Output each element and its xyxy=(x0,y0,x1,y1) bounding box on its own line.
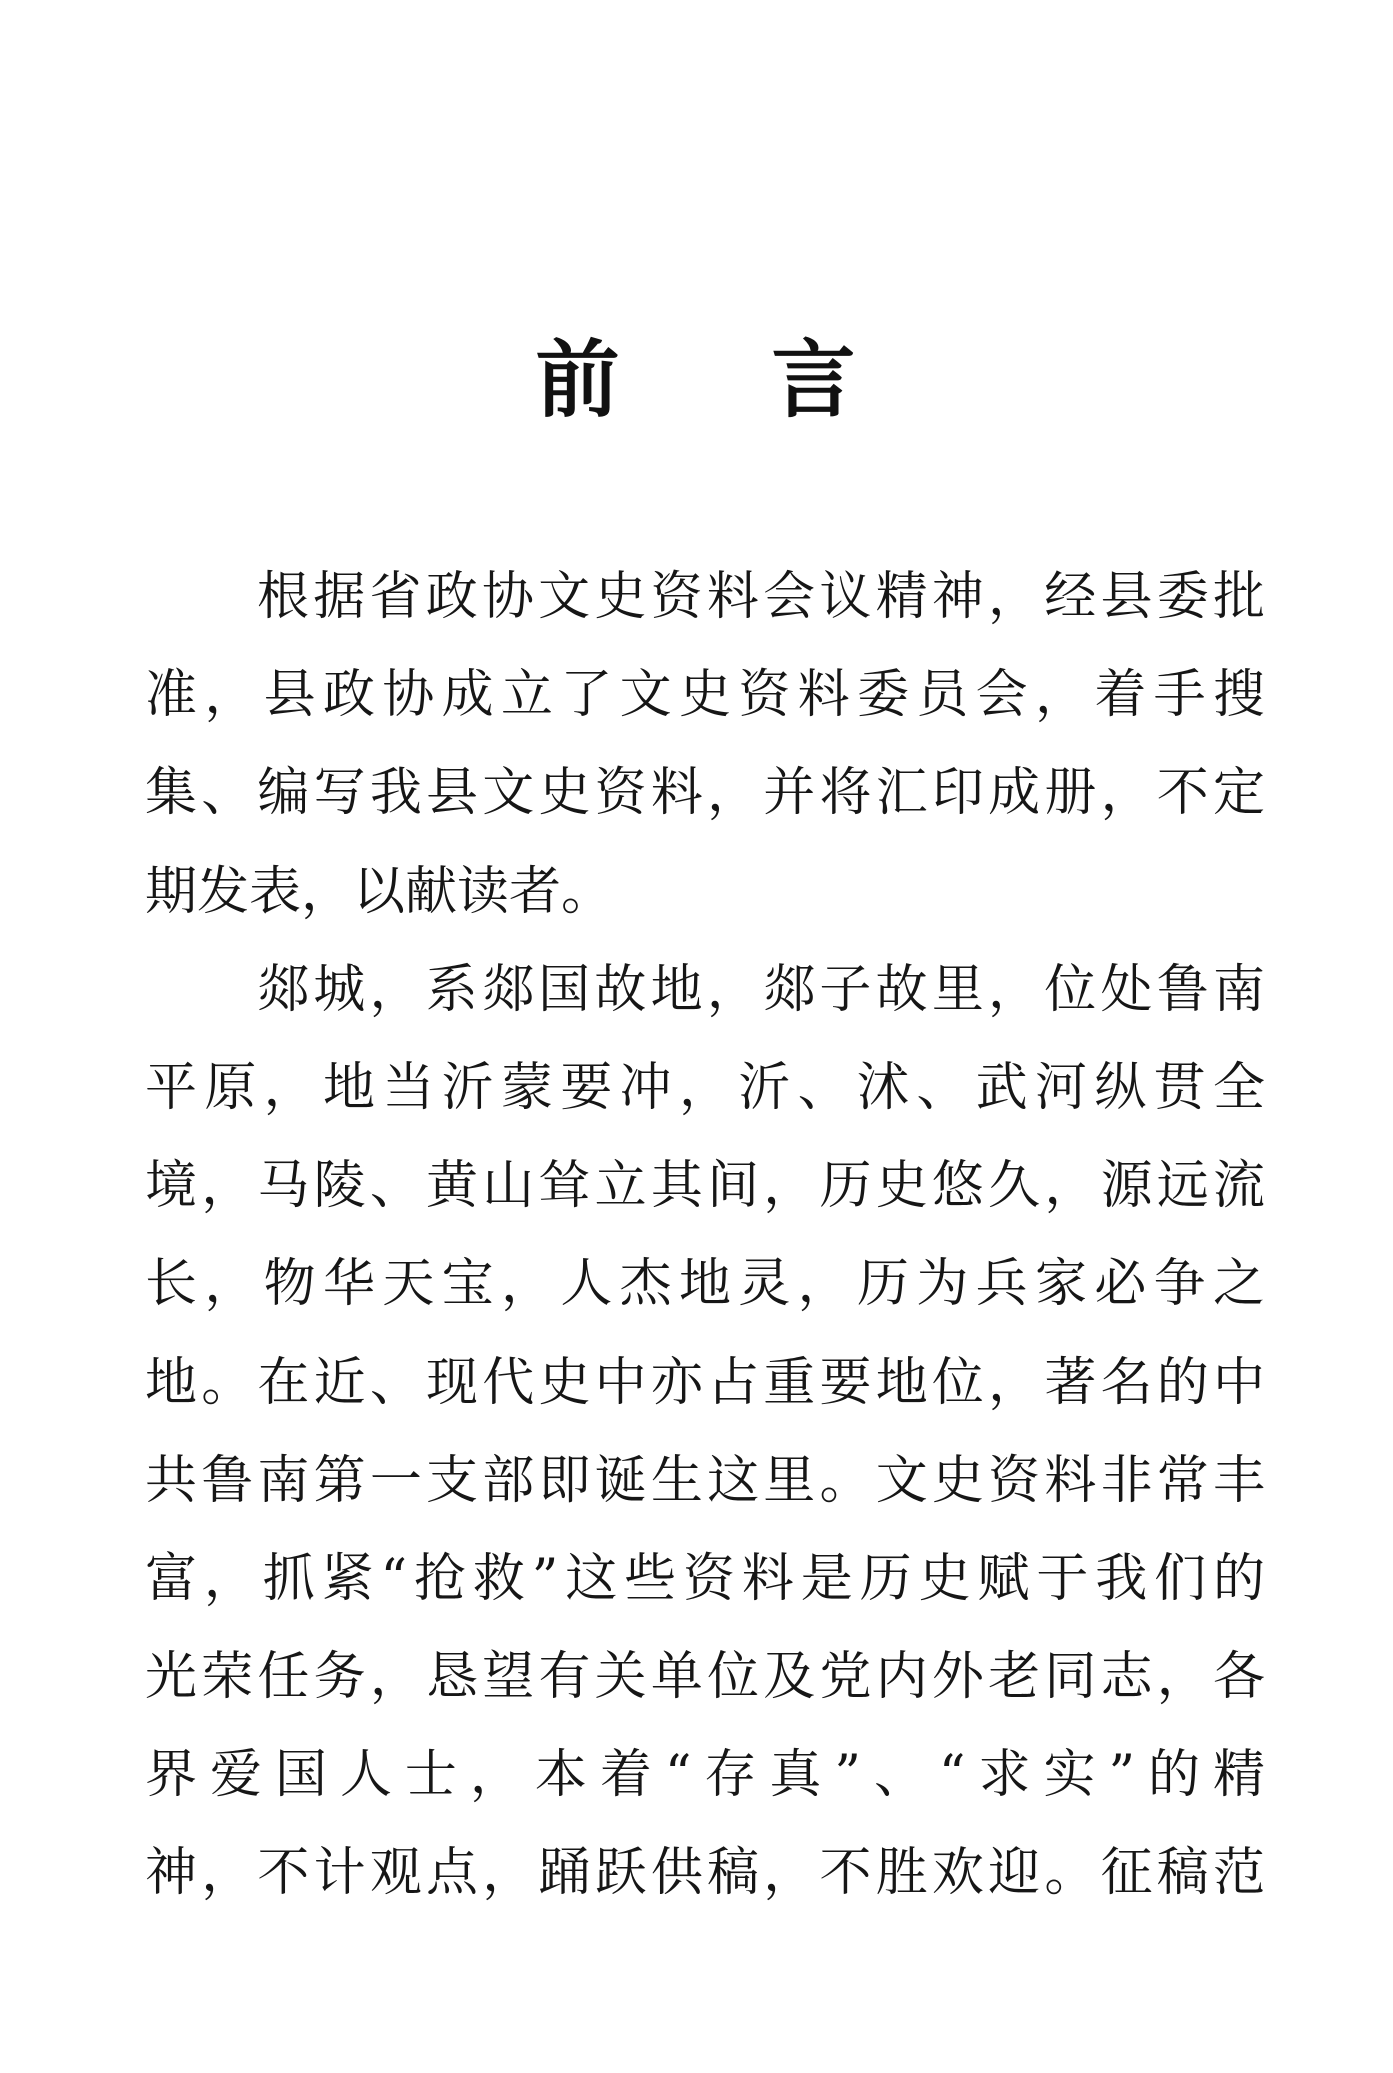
text-line: 郯城，系郯国故地，郯子故里，位处鲁南 xyxy=(257,959,1265,1020)
text-line: 共鲁南第一支部即诞生这里。文史资料非常丰 xyxy=(145,1450,1265,1511)
text-line: 富，抓紧“抢救”这些资料是历史赋于我们的 xyxy=(145,1548,1265,1609)
title-char-right: 言 xyxy=(771,330,858,429)
text-line: 光荣任务，恳望有关单位及党内外老同志，各 xyxy=(145,1647,1265,1708)
body-text xyxy=(145,548,1265,1923)
text-line: 准，县政协成立了文史资料委员会，着手搜 xyxy=(145,665,1265,726)
text-line: 地。在近、现代史中亦占重要地位，著名的中 xyxy=(145,1352,1265,1413)
text-line: 集、编写我县文史资料，并将汇印成册，不定 xyxy=(145,763,1265,824)
text-line: 根据省政协文史资料会议精神，经县委批 xyxy=(257,567,1265,627)
text-line: 平原，地当沂蒙要冲，沂、沭、武河纵贯全 xyxy=(145,1057,1265,1118)
text-line: 期发表，以献读者。 xyxy=(145,861,614,922)
text-line: 长，物华天宝，人杰地灵，历为兵家必争之 xyxy=(145,1254,1265,1315)
page-title xyxy=(0,330,1393,430)
text-line: 界爱国人士，本着“存真”、“求实”的精 xyxy=(145,1745,1265,1806)
title-char-left: 前 xyxy=(535,330,622,429)
text-line: 境，马陵、黄山耸立其间，历史悠久，源远流 xyxy=(145,1156,1265,1217)
text-line: 神，不计观点，踊跃供稿，不胜欢迎。征稿范 xyxy=(145,1843,1265,1904)
